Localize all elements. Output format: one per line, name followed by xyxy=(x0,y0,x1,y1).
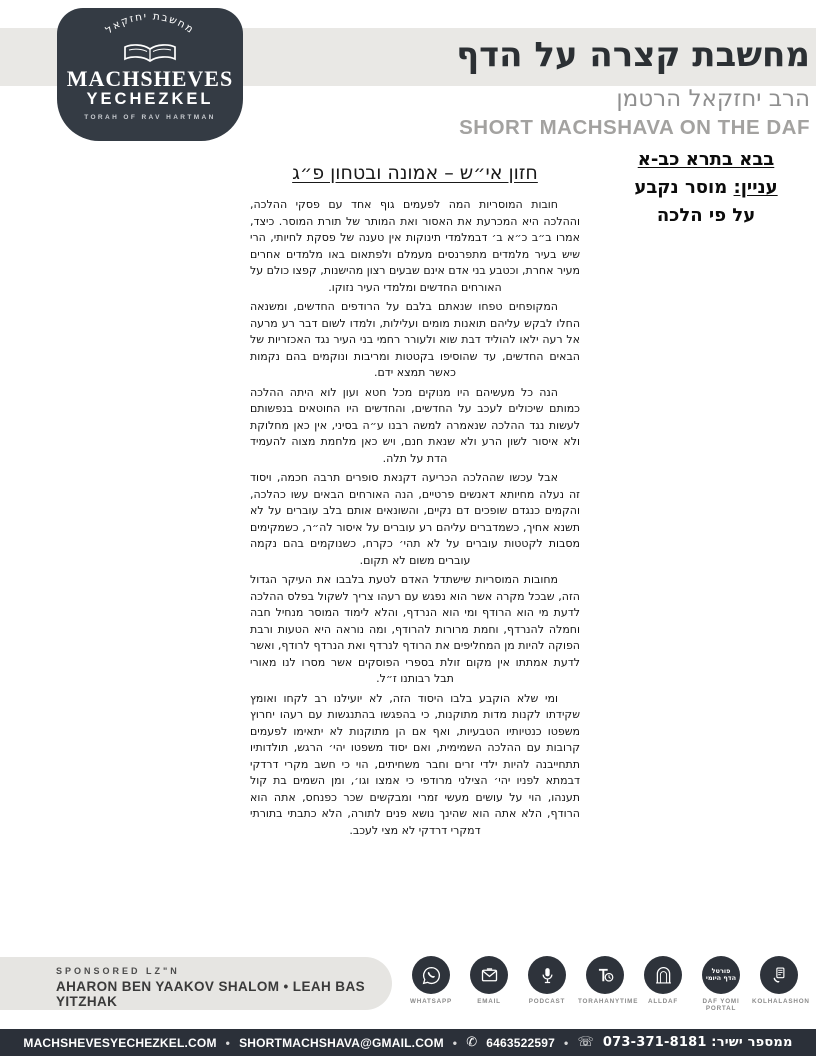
body-paragraph: המקופחים טפחו שנאתם בלבם על הרודפים החדשים, ומשנאה החלו לבקש עליהם תואנות מומים ועלילות, ולמדו לשום דבר רע מרעה אל רעה ילאו להוליד דבת שוא ולעורר רחמי בני העיר נגד האכזריות של הבאים החדשים, עד שהוסיפו בקטטות ומריבות ונוקמים בהם נקמות כאשר תמצא ידם. xyxy=(250,300,580,379)
torahanytime-icon[interactable] xyxy=(586,956,624,994)
logo-name-line2: YECHEZKEL xyxy=(86,90,214,109)
article-source-title: חזון אי״ש – אמונה ובטחון פ״ג xyxy=(292,162,538,184)
sponsor-banner xyxy=(0,957,392,1010)
whatsapp-icon[interactable] xyxy=(412,956,450,994)
link-kol-halashon[interactable]: KOLHALASHON xyxy=(752,956,806,1014)
body-paragraph: אבל עכשו שההלכה הכריעה דקנאת סופרים תרבה חכמה, ויסוד זה נעלה מחיותא דאנשים פרטיים, הנה האורחים הבאים עשו כהלכה, והקמים כנגדם שופכים דם נקיים, והשונאים אותם בלב עוברים על לא תשנא אחיך, כשמדברים עליהם רע עוברים על איסור לה״ר, כשמקימים מסבות לקטטות עוברים על לא תהי׳ כקרח, כשנוקמים בהם נקמה עוברים משום לא תקום. xyxy=(250,471,580,567)
footer-whatsapp-icon: ✆ xyxy=(466,1035,478,1050)
alldaf-icon[interactable] xyxy=(644,956,682,994)
page-header xyxy=(456,33,810,140)
footer-phone-icon: ☏ xyxy=(577,1035,594,1050)
footer-direct-number[interactable]: ממספר ישיר: 073-371-8181 xyxy=(602,1035,793,1050)
author-name-hebrew: הרב יחזקאל הרטמן xyxy=(616,85,810,112)
daf-reference: בבא בתרא כב-א xyxy=(637,149,775,170)
link-daf-yomi-portal[interactable]: פורטל הדף היומי DAF YOMI PORTAL xyxy=(694,956,748,1014)
podcast-icon[interactable] xyxy=(528,956,566,994)
platform-links-row xyxy=(404,956,810,1014)
svg-text:מחשבת יחזקאל: מחשבת יחזקאל xyxy=(103,12,197,37)
link-whatsapp[interactable]: WHATSAPP xyxy=(404,956,458,1014)
topic-text-line1: מוסר נקבע xyxy=(634,176,728,198)
link-torahanytime[interactable]: TORAHANYTIME xyxy=(578,956,632,1014)
email-icon[interactable] xyxy=(470,956,508,994)
footer-whatsapp-number[interactable]: 6463522597 xyxy=(486,1035,556,1050)
logo-tagline: TORAH OF RAV HARTMAN xyxy=(84,114,216,122)
link-podcast[interactable]: PODCAST xyxy=(520,956,574,1014)
footer-email-link[interactable]: SHORTMACHSHAVA@GMAIL.COM xyxy=(239,1035,444,1050)
body-paragraph: הנה כל מעשיהם היו מנוקים מכל חטא ועון לוא היתה ההלכה כמותם שיכולים לעכב על החדשים, והחדשים היו החוטאים בנפשותם לעשות נגד ההלכה שנאמרה למשה רבנו ע״ה בסיני, אין כאן מחלוקת ולא איסור לשון הרע ולא שנאת חנם, ויש כאן מלחמת מצוה להעמיד הדת על תלה. xyxy=(250,385,580,465)
page-title-english: SHORT MACHSHAVA ON THE DAF xyxy=(459,116,810,140)
open-book-icon xyxy=(121,42,179,66)
logo-name-line1: MACHSHEVES xyxy=(66,66,234,91)
page-title-hebrew: מחשבת קצרה על הדף xyxy=(456,35,810,75)
daf-reference-note xyxy=(600,146,812,230)
topic-label: עניין: xyxy=(733,176,778,198)
sponsor-label: SPONSORED LZ"N xyxy=(56,966,180,976)
article-body xyxy=(250,197,580,955)
body-paragraph: מחובות המוסריות שישתדל האדם לטעת בלבבו את העיקר הגדול הזה, שבכל מקרה אשר הוא נפגש עם רעהו צריך לשקול בפלס ההלכה לדעת מי הוא הרודף ומי הוא הנרדף, והלא לימוד המוסר מנחיל חבה וחמלה להנרדף, וחמת מרורות להרודף, ומה נוראה היא הטעות ורבת הפוקה להיות מן המחליפים את הרודף לנרדף ואת הנרדף לרודף, ואשר לדעת אמתתו אין מקום זולת בספרי הפוסקים אשר מסרו לנו מאורי תבל רבותנו ז״ל. xyxy=(250,573,580,685)
body-paragraph: ומי שלא הוקבע בלבו היסוד הזה, לא יועילנו רב לקחו ואומץ שקידתו לקנות מדות מתוקנות, כי בהפגשו בהתנגשות עם רעהו יחרוץ משפטו כנטיותיו הטבעיות, ואף אם הן מתוקנות לא יתאימו לפעמים קרובות עם ההלכה השמימית, ואם יסוד משפטו יהי׳ הרגש, תולדותיו תתחייבנה להיות ילדי זרים וחבר משחיתים, הוי כי חשב מקרי דרדקי דבמתא לפניו יהי׳ הצילני מרודפי כי אמצו וגו׳, ומן השמים בת קול תענהו, הוי על עושים מעשי זמרי ומבקשים שכר כפנחס, אתה הוא הרודף, הלא אתה הוא שהינך נושא פנים לתורה, הלא כתבתי בתורתי דמקרי דרדקי לא מצי לעכב. xyxy=(250,691,580,837)
kol-halashon-icon[interactable] xyxy=(760,956,798,994)
topic-text-line2: על פי הלכה xyxy=(656,204,756,226)
body-paragraph: חובות המוסריות המה לפעמים גוף אחד עם פסקי ההלכה, וההלכה היא המכרעת את האסור ואת המותר של תורת המוסר. כיצד, אמרו ב״ב כ״א ב׳ דבמלמדי תינוקות אין טענה של פסקת לחיותי, הרי שיש בעיר מלמדים מתפרנסים מעמלם ולפתאום באו מלמדים אחרים מעיר אחרת, וכטבע בני אדם אינם שבעים רצון מהישנות, קפצו כולם על האורחים החדשים ומלמדי העיר נזוקו. xyxy=(250,198,580,294)
machsheves-yechezkel-logo xyxy=(57,8,243,141)
link-email[interactable]: EMAIL xyxy=(462,956,516,1014)
link-alldaf[interactable]: ALLDAF xyxy=(636,956,690,1014)
sponsor-names: AHARON BEN YAAKOV SHALOM • LEAH BAS YITZHAK xyxy=(56,979,366,1009)
footer-website-link[interactable]: MACHSHEVESYECHEZKEL.COM xyxy=(23,1035,217,1050)
contact-footer-bar: MACHSHEVESYECHEZKEL.COM • SHORTMACHSHAVA@GMAIL.COM • ✆ 6463522597 • ☏ ממספר ישיר: 073-371-8181 xyxy=(0,1029,816,1056)
daf-yomi-portal-icon[interactable]: פורטל הדף היומי xyxy=(702,956,740,994)
